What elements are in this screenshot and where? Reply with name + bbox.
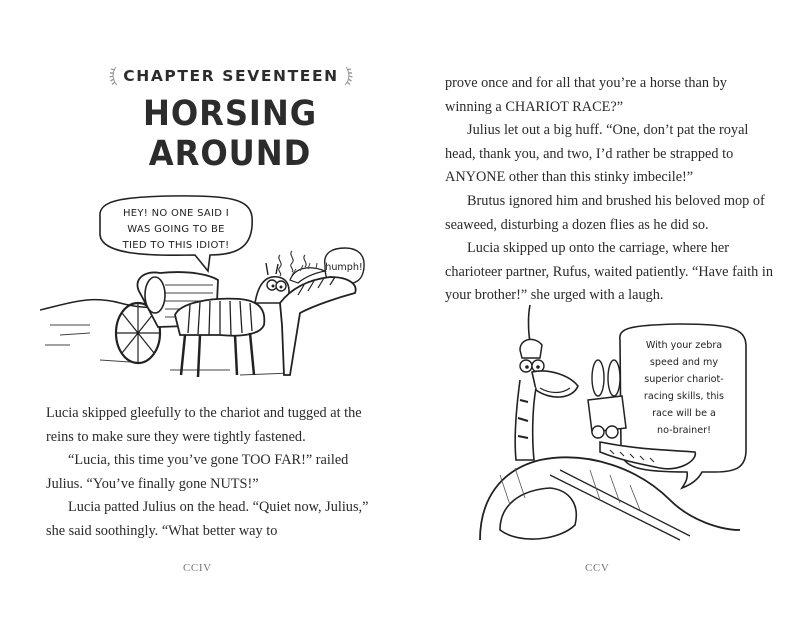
right-page-body — [445, 72, 775, 308]
bubble-line-2: WAS GOING TO BE — [127, 224, 225, 235]
bubble-line-1: HEY! NO ONE SAID I — [122, 208, 230, 219]
paragraph: Julius let out a big huff. “One, don’t pat the royal head, thank you, and two, I’d rather be strapped to ANYONE other than this stinky imbecile!” — [445, 122, 749, 186]
paragraph: Lucia skipped up onto the carriage, where her charioteer partner, Rufus, waited patiently. “Have faith in your brother!” she urged with a laugh. — [445, 240, 773, 304]
paragraph: prove once and for all that you’re a horse than by winning a CHARIOT RACE?” — [445, 75, 727, 115]
chapter-title: HORSING AROUND — [142, 94, 318, 174]
bubble-line-1: With your zebra — [645, 340, 723, 351]
page-number-left: CCIV — [183, 562, 212, 574]
bubble-line-3: superior chariot- — [644, 374, 724, 385]
chapter-label — [96, 66, 366, 86]
left-page-body — [46, 402, 376, 544]
paragraph: “Lucia, this time you’ve gone TOO FAR!” railed Julius. “You’ve finally gone NUTS!” — [46, 452, 349, 492]
giraffe-crocodile-illustration — [440, 300, 775, 555]
bubble-line-6: no-brainer! — [657, 425, 711, 436]
right-page — [400, 0, 800, 617]
humph-text: humph! — [325, 262, 363, 273]
bubble-line-2: speed and my — [649, 357, 719, 368]
giraffe — [515, 305, 578, 460]
bubble-line-4: racing skills, this — [643, 391, 725, 402]
paragraph: Lucia patted Julius on the head. “Quiet now, Julius,” she said soothingly. “What better way to — [46, 499, 369, 539]
bubble-line-3: TIED TO THIS IDIOT! — [122, 240, 230, 251]
paragraph: Lucia skipped gleefully to the chariot and tugged at the reins to make sure they were tightly fastened. — [46, 405, 362, 445]
bubble-line-5: race will be a — [652, 408, 716, 419]
chariot-zebra-illustration — [40, 185, 380, 390]
page-number-right: CCV — [585, 562, 610, 574]
chapter-label-text: CHAPTER SEVENTEEN — [123, 67, 339, 85]
paragraph: Brutus ignored him and brushed his beloved mop of seaweed, disturbing a dozen flies as he did so. — [445, 192, 765, 233]
laurel-right-icon — [343, 66, 353, 86]
speech-bubble — [100, 196, 252, 271]
horse — [280, 263, 356, 375]
laurel-left-icon — [109, 66, 119, 86]
